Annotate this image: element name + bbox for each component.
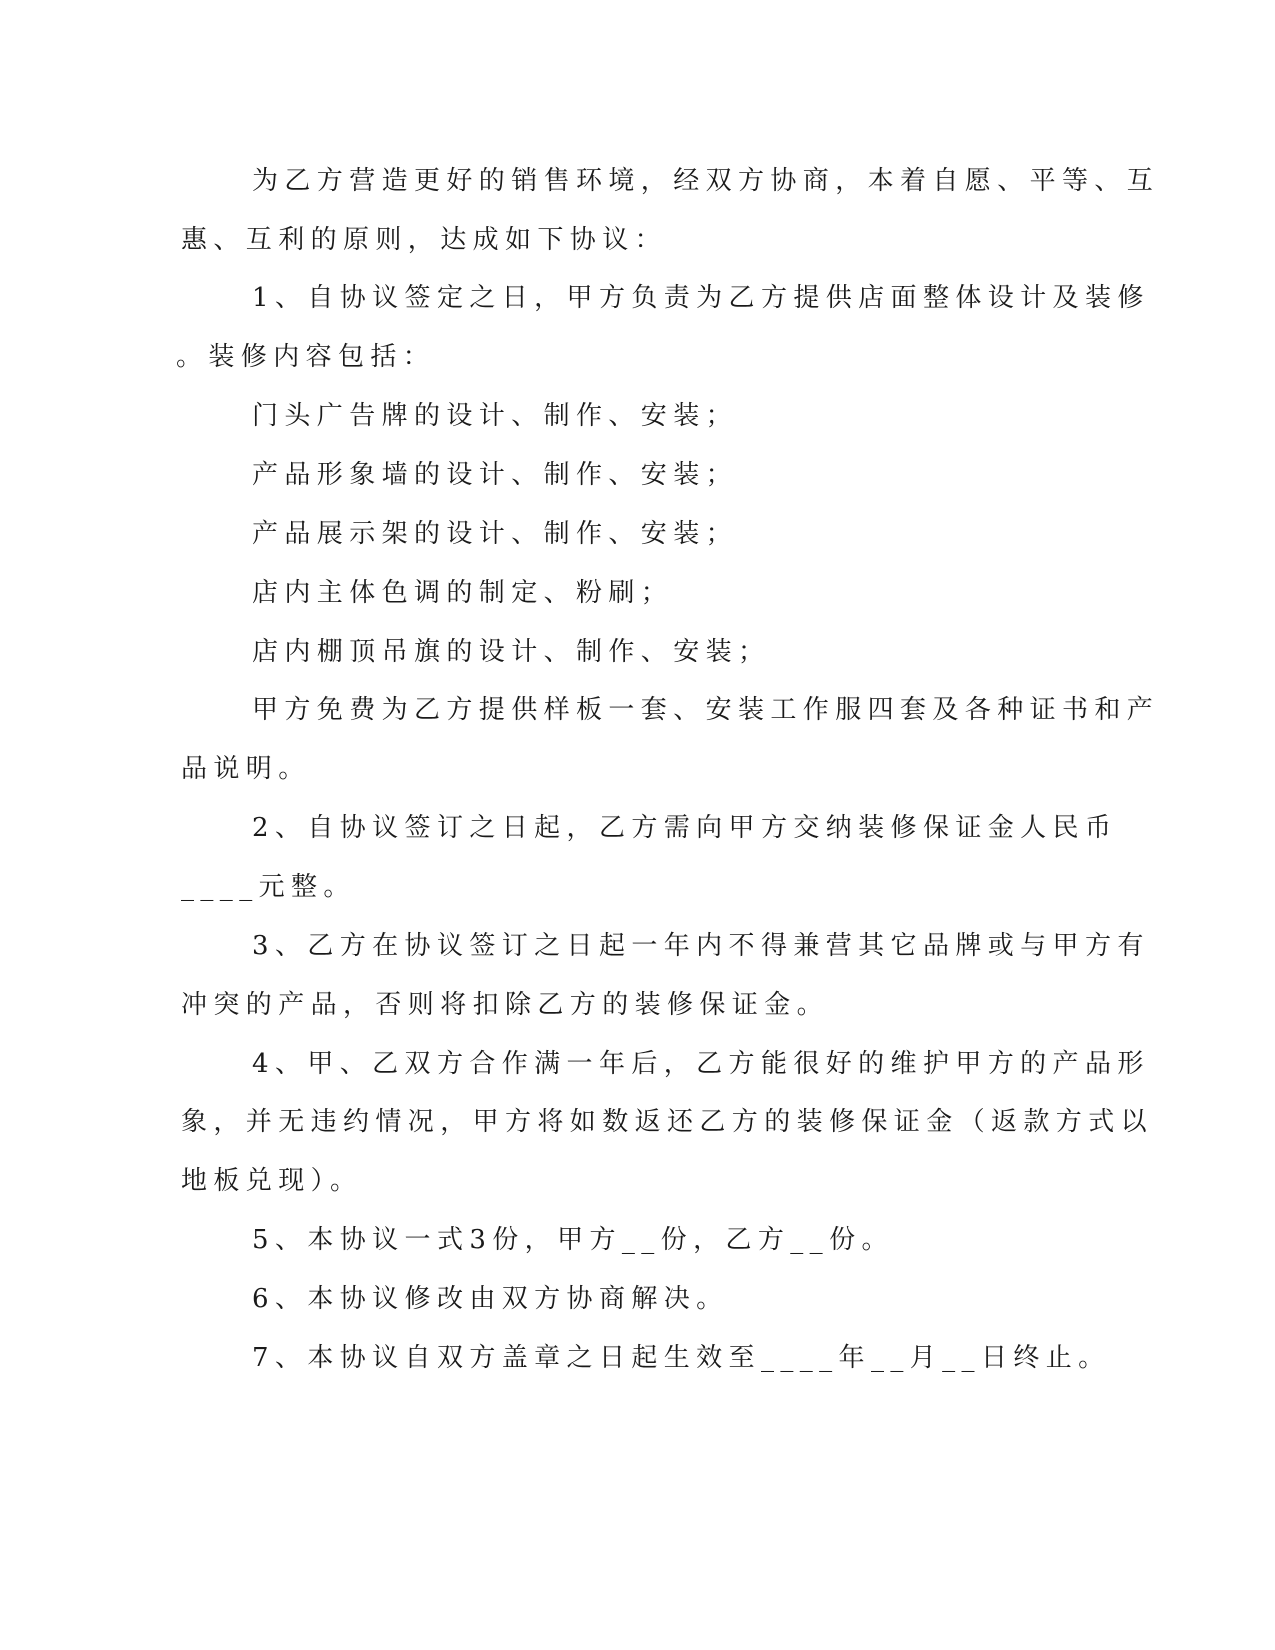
text-line: 产品展示架的设计、制作、安装；	[252, 519, 739, 549]
paragraph-intro-cont	[0, 220, 1275, 260]
list-item	[0, 514, 1275, 554]
text-line: 。装修内容包括：	[176, 342, 436, 372]
paragraph-samples	[0, 690, 1275, 730]
paragraph-samples-cont	[0, 749, 1275, 789]
text-line: 3、乙方在协议签订之日起一年内不得兼营其它品牌或与甲方有	[252, 931, 1150, 961]
text-line: 7、本协议自双方盖章之日起生效至____年__月__日终止。	[252, 1343, 1111, 1373]
list-item	[0, 396, 1275, 436]
text-line: 门头广告牌的设计、制作、安装；	[252, 401, 739, 431]
clause-2	[0, 808, 1275, 848]
list-item	[0, 455, 1275, 495]
text-line: 冲突的产品，否则将扣除乙方的装修保证金。	[181, 990, 830, 1020]
clause-3	[0, 926, 1275, 966]
list-item	[0, 632, 1275, 672]
clause-4	[0, 1044, 1275, 1084]
text-line: 1、自协议签定之日，甲方负责为乙方提供店面整体设计及装修	[252, 283, 1150, 313]
text-line: 地板兑现）。	[181, 1166, 363, 1196]
text-line: 象，并无违约情况，甲方将如数返还乙方的装修保证金（返款方式以	[181, 1107, 1154, 1137]
text-line: 4、甲、乙双方合作满一年后，乙方能很好的维护甲方的产品形	[252, 1049, 1150, 1079]
paragraph-intro	[0, 161, 1275, 201]
clause-4-cont	[0, 1161, 1275, 1201]
clause-1-cont	[0, 337, 1275, 377]
text-line: 甲方免费为乙方提供样板一套、安装工作服四套及各种证书和产	[252, 695, 1160, 725]
text-line: 5、本协议一式3份，甲方__份，乙方__份。	[252, 1225, 894, 1255]
clause-1	[0, 278, 1275, 318]
clause-6	[0, 1279, 1275, 1319]
clause-3-cont	[0, 985, 1275, 1025]
text-line: 6、本协议修改由双方协商解决。	[252, 1284, 729, 1314]
text-line: 惠、互利的原则，达成如下协议：	[181, 225, 668, 255]
text-line: 为乙方营造更好的销售环境，经双方协商，本着自愿、平等、互	[252, 166, 1160, 196]
text-line: 产品形象墙的设计、制作、安装；	[252, 460, 739, 490]
text-line: 店内棚顶吊旗的设计、制作、安装；	[252, 637, 771, 667]
text-line: 2、自协议签订之日起，乙方需向甲方交纳装修保证金人民币	[252, 813, 1118, 843]
list-item	[0, 573, 1275, 613]
clause-5	[0, 1220, 1275, 1260]
clause-4-cont	[0, 1102, 1275, 1142]
clause-7	[0, 1338, 1275, 1378]
text-line: 品说明。	[181, 754, 311, 784]
text-line: 店内主体色调的制定、粉刷；	[252, 578, 674, 608]
clause-2-cont	[0, 867, 1275, 907]
text-line: ____元整。	[181, 872, 356, 902]
